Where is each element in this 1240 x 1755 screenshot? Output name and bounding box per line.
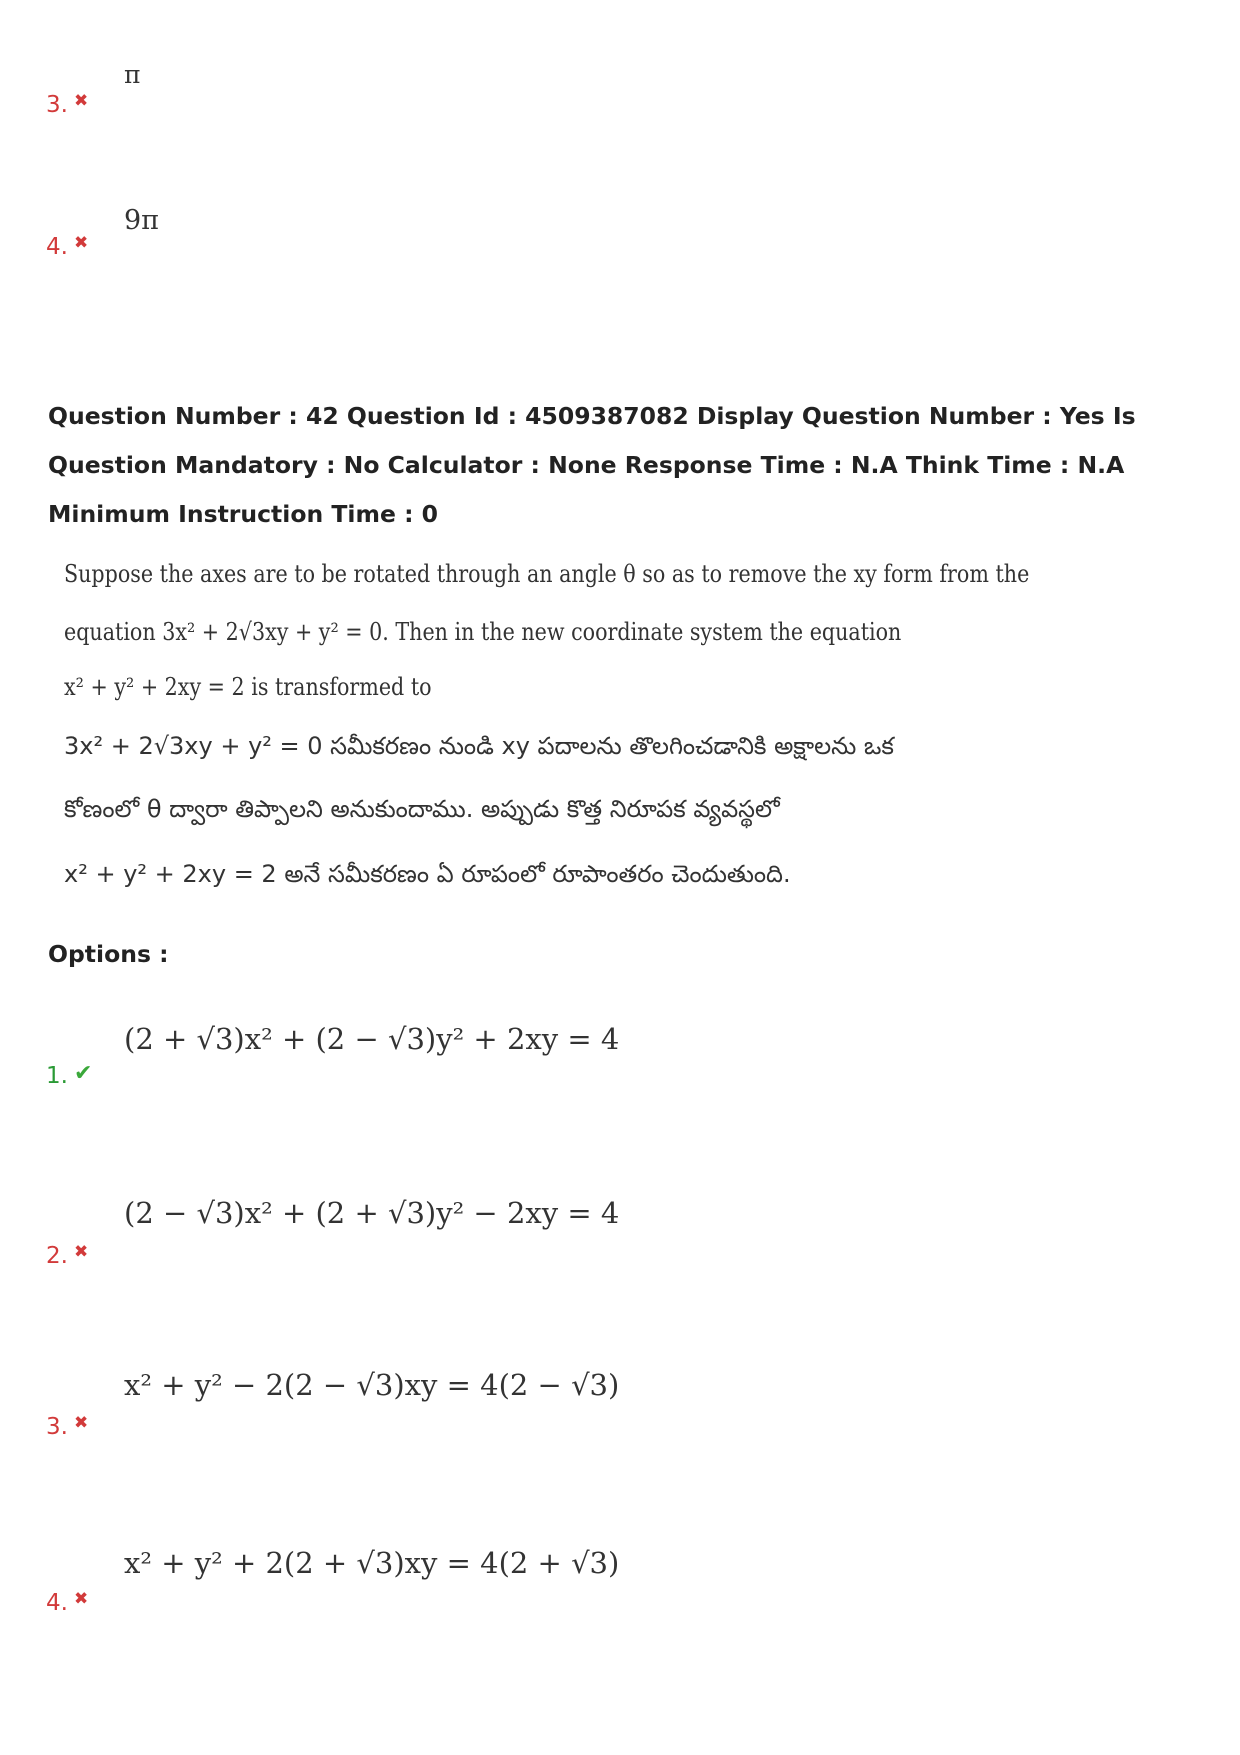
option-1-formula: (2 + √3)x² + (2 − √3)y² + 2xy = 4 xyxy=(124,1022,620,1056)
option-3-number: 3. ✖ xyxy=(46,1413,89,1440)
question-line-te-3: x² + y² + 2xy = 2 అనే సమీకరణం ఏ రూపంలో రూపాంతరం చెందుతుంది. xyxy=(64,860,791,888)
question-line-en-3: x² + y² + 2xy = 2 is transformed to xyxy=(64,673,432,701)
question-line-en-1: Suppose the axes are to be rotated through an angle θ so as to remove the xy form from the xyxy=(64,560,1030,588)
cross-icon: ✖ xyxy=(73,1589,89,1609)
question-line-te-2: కోణంలో θ ద్వారా తిప్పాలని అనుకుందాము. అప్పుడు కొత్త నిరూపక వ్యవస్థలో xyxy=(64,795,780,823)
option-4-formula: x² + y² + 2(2 + √3)xy = 4(2 + √3) xyxy=(124,1546,620,1580)
option-4-number: 4. ✖ xyxy=(46,1589,89,1616)
option-3-formula: x² + y² − 2(2 − √3)xy = 4(2 − √3) xyxy=(124,1368,620,1402)
cross-icon: ✖ xyxy=(73,1242,89,1262)
option-2-formula: (2 − √3)x² + (2 + √3)y² − 2xy = 4 xyxy=(124,1196,620,1230)
prev-option-4-formula: 9π xyxy=(124,205,159,236)
options-label: Options : xyxy=(48,940,169,968)
check-icon: ✔ xyxy=(73,1061,93,1086)
cross-icon: ✖ xyxy=(73,233,89,253)
cross-icon: ✖ xyxy=(73,91,89,111)
question-line-te-1: 3x² + 2√3xy + y² = 0 సమీకరణం నుండి xy పదాలను తొలగించడానికి అక్షాలను ఒక xyxy=(64,732,894,760)
prev-option-3-formula: π xyxy=(124,60,141,89)
question-metadata: Question Number : 42 Question Id : 4509387082 Display Question Number : Yes Is Question Mandatory : No Calculator : None Response Time : N.A Think Time : N.A Minimum Instruction Time : 0 xyxy=(48,402,1136,528)
prev-option-3-number: 3. ✖ xyxy=(46,91,89,118)
cross-icon: ✖ xyxy=(73,1413,89,1433)
option-1-number: 1. ✔ xyxy=(46,1061,93,1089)
option-2-number: 2. ✖ xyxy=(46,1242,89,1269)
prev-option-4-number: 4. ✖ xyxy=(46,233,89,260)
question-line-en-2: equation 3x² + 2√3xy + y² = 0. Then in the new coordinate system the equation xyxy=(64,618,902,646)
